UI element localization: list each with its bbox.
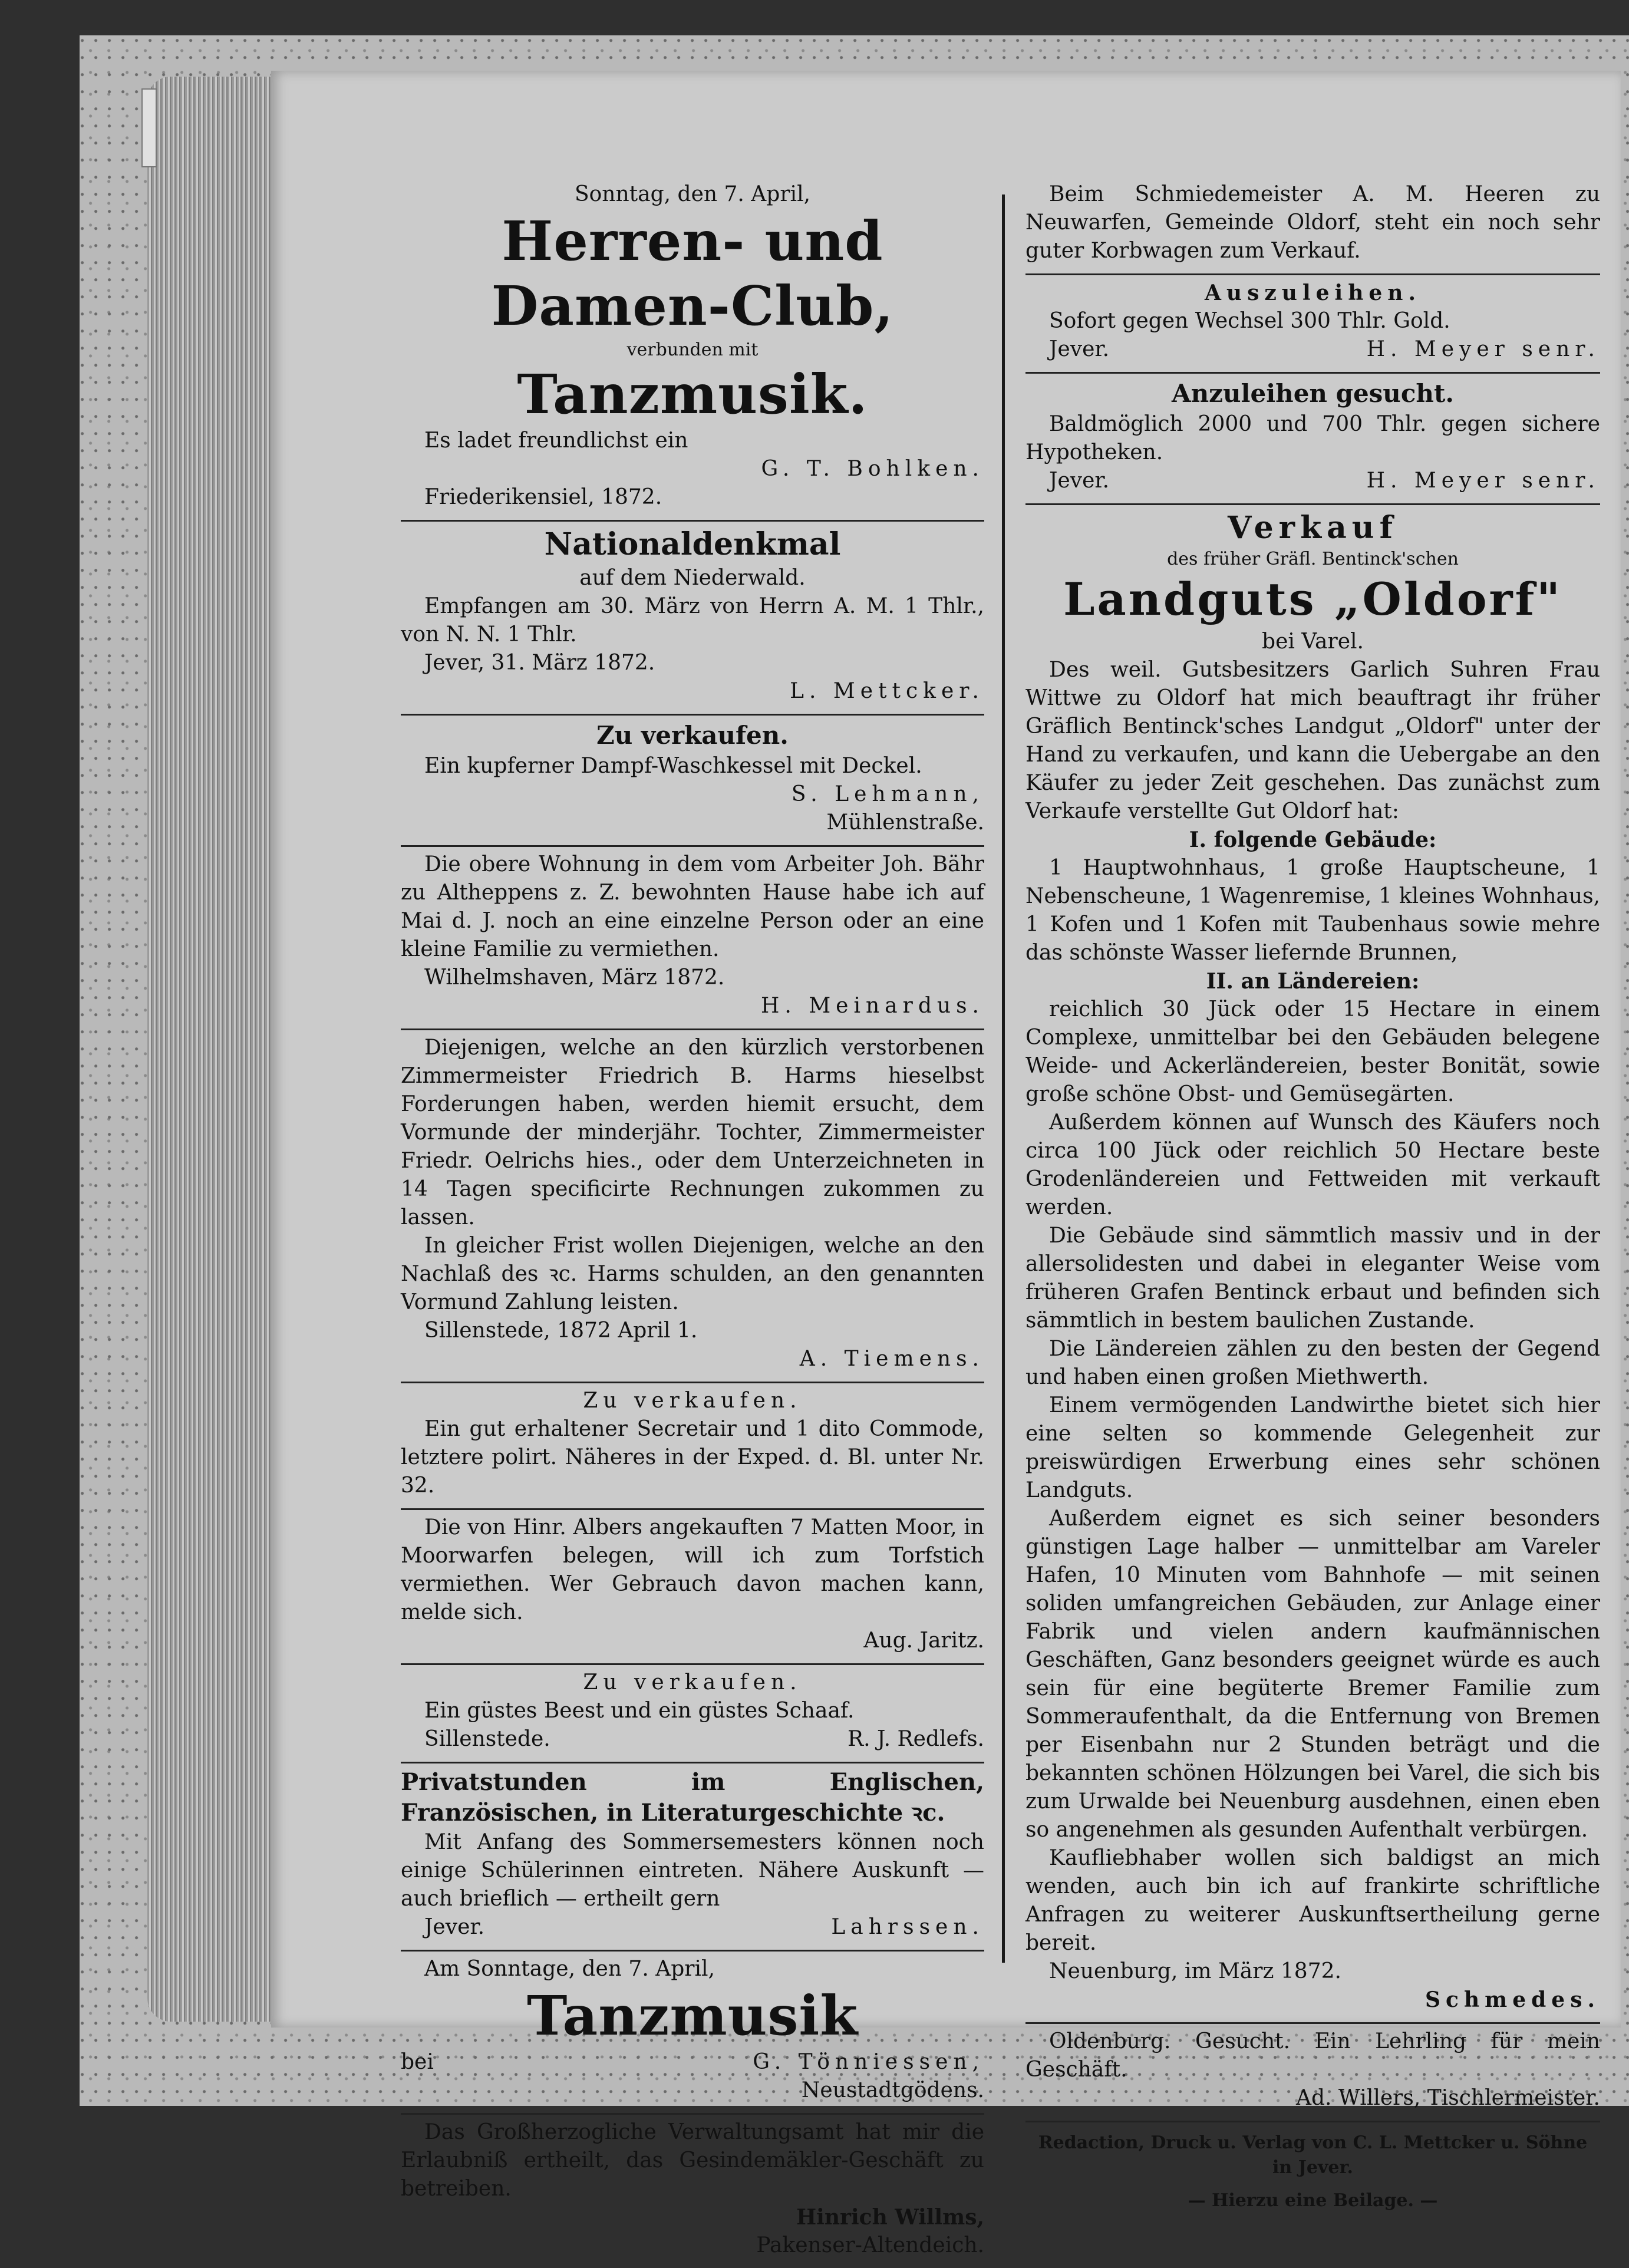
supplement-note: — Hierzu eine Beilage. — (1188, 2190, 1438, 2211)
ad-borrow (1025, 374, 1600, 505)
ad-moor (401, 1510, 984, 1665)
sale2-text: Ein gut erhaltener Secretair und 1 dito Commode, letztere polirt. Näheres in der Exped. d. Bl. unter Nr. 32. (401, 1417, 984, 1498)
club-with: verbunden mit (626, 339, 759, 360)
sale3-footer (401, 1725, 984, 1753)
sale1-sign: S. Lehmann, (791, 782, 984, 806)
ad-dance (401, 1951, 984, 2115)
monument-place: Jever, 31. März 1872. (424, 651, 655, 675)
dance-at: bei (401, 2050, 434, 2074)
lessons-text: Mit Anfang des Sommersemesters können noch einige Schülerinnen eintreten. Nähere Auskunft — auch brieflich — ertheilt gern (401, 1830, 984, 1911)
ad-monument (401, 522, 984, 716)
ad-agency (401, 2115, 984, 2268)
borrow-place: Jever. (1049, 469, 1110, 493)
ad-lessons (401, 1763, 984, 1951)
imprint-block (1025, 2122, 1600, 2213)
agency-place: Pakenser-Altendeich. (756, 2233, 984, 2257)
right-column (1025, 177, 1600, 2213)
lessons-footer (401, 1913, 984, 1941)
apprentice-sign: Ad. Willers, Tischlermeister. (1296, 2086, 1600, 2110)
cart-text: Beim Schmiedemeister A. M. Heeren zu Neuwarfen, Gemeinde Oldorf, steht ein noch sehr guter Korbwagen zum Verkauf. (1025, 182, 1600, 263)
lend-sign: H. Meyer senr. (1366, 337, 1600, 361)
ad-sale-kettle (401, 716, 984, 847)
lessons-title: Privatstunden im Englischen, Französischen, in Literaturgeschichte ꝛc. (401, 1768, 984, 1827)
estate-p1: Außerdem können auf Wunsch des Käufers noch circa 100 Jück oder reichlich 50 Hectare beste Grodenländereien und Fettweiden mit verkauft werden. (1025, 1110, 1600, 1219)
borrow-footer (1025, 467, 1600, 495)
imprint: Redaction, Druck u. Verlag von C. L. Mettcker u. Söhne in Jever. (1038, 2132, 1588, 2178)
lend-title: Auszuleihen. (1204, 281, 1422, 305)
club-title: Herren- und Damen-Club, (491, 209, 894, 338)
club-host: G. T. Bohlken. (761, 457, 984, 481)
borrow-text: Baldmöglich 2000 und 700 Thlr. gegen sichere Hypotheken. (1025, 412, 1600, 464)
agency-text: Das Großherzogliche Verwaltungsamt hat mir die Erlaubniß ertheilt, das Gesindemäkler-Geschäft zu betreiben. (401, 2120, 984, 2201)
estate-buildings: 1 Hauptwohnhaus, 1 große Hauptscheune, 1 Nebenscheune, 1 Wagenremise, 1 kleines Wohnhaus, 1 Kofen und 1 Kofen mit Taubenhaus sowie mehre das schönste Wasser liefernde Brunnen, (1025, 856, 1600, 965)
club-place: Friederikensiel, 1872. (424, 485, 662, 509)
monument-title: Nationaldenkmal (544, 526, 841, 562)
sale1-street: Mühlenstraße. (826, 810, 984, 835)
sale1-title: Zu verkaufen. (596, 721, 789, 750)
lend-place: Jever. (1049, 337, 1110, 361)
ad-flat (401, 847, 984, 1030)
sale3-place: Sillenstede. (424, 1727, 550, 1751)
sale2-title: Zu verkaufen. (583, 1389, 802, 1413)
flat-text: Die obere Wohnung in dem vom Arbeiter Joh. Bähr zu Altheppens z. Z. bewohnten Hause habe ich auf Mai d. J. noch an eine einzelne Person oder an eine kleine Familie zu vermiethen. (401, 852, 984, 961)
dance-date: Am Sonntage, den 7. April, (424, 1957, 715, 1981)
borrow-sign: H. Meyer senr. (1366, 469, 1600, 493)
ad-harms (401, 1030, 984, 1383)
moor-sign: Aug. Jaritz. (863, 1629, 984, 1653)
apprentice-text: Oldenburg. Gesucht. Ein Lehrling für mein Geschäft. (1025, 2029, 1600, 2082)
lend-text: Sofort gegen Wechsel 300 Thlr. Gold. (1049, 309, 1450, 333)
harms-text2: In gleicher Frist wollen Diejenigen, welche an den Nachlaß des ꝛc. Harms schulden, an den genannten Vormund Zahlung leisten. (401, 1234, 984, 1314)
estate-p6: Kaufliebhaber wollen sich baldigst an mich wenden, auch bin ich auf frankirte schriftliche Anfragen zu weiterer Auskunftsertheilung gerne bereit. (1025, 1846, 1600, 1955)
sale1-text: Ein kupferner Dampf-Waschkessel mit Deckel. (424, 754, 922, 778)
ad-club (401, 177, 984, 522)
estate-sec1: I. folgende Gebäude: (1189, 828, 1437, 852)
harms-place: Sillenstede, 1872 April 1. (424, 1318, 698, 1343)
sale3-title: Zu verkaufen. (583, 1670, 802, 1695)
sale3-sign: R. J. Redlefs. (847, 1727, 984, 1751)
estate-land: reichlich 30 Jück oder 15 Hectare in einem Complexe, unmittelbar bei den Gebäuden belegene Weide- und Ackerländereien, bester Bonität, sowie große schöne Obst- und Gemüsegärten. (1025, 997, 1600, 1106)
column-rule (1002, 195, 1005, 1963)
estate-title: Verkauf (1228, 510, 1398, 546)
lessons-sign: Lahrssen. (831, 1915, 984, 1939)
borrow-title: Anzuleihen gesucht. (1172, 379, 1454, 408)
flat-place: Wilhelmshaven, März 1872. (424, 965, 725, 990)
estate-p2: Die Gebäude sind sämmtlich massiv und in der allersolidesten und dabei in eleganter Weise vom früheren Grafen Bentinck erbaut und befinden sich sämmtlich in bestem baulichen Zustande. (1025, 1224, 1600, 1333)
monument-text: Empfangen am 30. März von Herrn A. M. 1 Thlr., von N. N. 1 Thlr. (401, 594, 984, 647)
dance-host-row (401, 2048, 984, 2076)
monument-sign: L. Mettcker. (790, 679, 984, 703)
flat-sign: H. Meinardus. (761, 994, 984, 1018)
ad-lend (1025, 275, 1600, 374)
estate-p5: Außerdem eignet es sich seiner besonders günstigen Lage halber — unmittelbar am Vareler Hafen, 10 Minuten vom Bahnhofe — mit seinen soliden umfangreichen Gebäuden, zur Anlage einer Fabrik und vielen andern kaufmännischen Geschäften, Ganz besonders geeignet würde es auch sein für eine begüterte Bremer Familie zum Sommeraufenthalt, da die Entfernung von Bremen per Eisenbahn nur 2 Stunden beträgt und die bekannten schönen Hölzungen bei Varel, die sich bis zum Urwalde bei Neuenburg ausdehnen, einen eben so angenehmen als gesunden Aufenthalt verbürgen. (1025, 1506, 1600, 1842)
estate-p3: Die Ländereien zählen zu den besten der Gegend und haben einen großen Miethwerth. (1025, 1337, 1600, 1389)
estate-name: Landguts „Oldorf" (1063, 573, 1562, 625)
estate-p4: Einem vermögenden Landwirthe bietet sich hier eine selten so kommende Gelegenheit zur preiswürdigen Erwerbung eines sehr schönen Landguts. (1025, 1393, 1600, 1502)
ad-cart (1025, 177, 1600, 275)
ad-estate (1025, 505, 1600, 2024)
estate-loc: bei Varel. (1262, 629, 1364, 654)
lend-footer (1025, 335, 1600, 364)
dance-host: G. Tönniessen, (753, 2050, 984, 2074)
left-column (401, 177, 984, 2268)
ad-sale-cattle (401, 1665, 984, 1763)
bookmark-tab (141, 88, 157, 167)
lessons-place: Jever. (424, 1915, 485, 1939)
moor-text: Die von Hinr. Albers angekauften 7 Matten Moor, in Moorwarfen belegen, will ich zum Torfstich vermiethen. Wer Gebrauch davon machen kann, melde sich. (401, 1515, 984, 1624)
estate-sec2: II. an Ländereien: (1206, 969, 1420, 994)
harms-sign: A. Tiemens. (799, 1347, 984, 1371)
harms-text1: Diejenigen, welche an den kürzlich verstorbenen Zimmermeister Friedrich B. Harms hieselbst Forderungen haben, werden hiemit ersucht, dem Vormunde der minderjähr. Tochter, Zimmermeister Friedr. Oelrichs hies., oder dem Unterzeichneten in 14 Tagen specificirte Rechnungen zukommen zu lassen. (401, 1036, 984, 1229)
agency-sign: Hinrich Willms, (796, 2205, 984, 2230)
sale3-text: Ein güstes Beest und ein güstes Schaaf. (424, 1699, 855, 1723)
club-date: Sonntag, den 7. April, (574, 182, 811, 206)
estate-subtitle: des früher Gräfl. Bentinck'schen (1167, 549, 1459, 569)
estate-place: Neuenburg, im März 1872. (1049, 1959, 1341, 1983)
estate-intro: Des weil. Gutsbesitzers Garlich Suhren Frau Wittwe zu Oldorf hat mich beauftragt ihr früher Gräflich Bentinck'sches Landgut „Oldorf" unter der Hand zu verkaufen, und kann die Uebergabe an den Käufer zu jeder Zeit geschehen. Das zunächst zum Verkaufe verstellte Gut Oldorf hat: (1025, 658, 1600, 823)
estate-sign: Schmedes. (1425, 1987, 1600, 2012)
dance-title: Tanzmusik (526, 1984, 859, 2048)
dance-place: Neustadtgödens. (801, 2078, 984, 2102)
club-invite: Es ladet freundlichst ein (424, 428, 688, 453)
monument-subtitle: auf dem Niederwald. (579, 566, 806, 590)
ad-sale-secretair (401, 1383, 984, 1510)
ad-apprentice (1025, 2024, 1600, 2122)
club-music: Tanzmusik. (517, 362, 868, 426)
